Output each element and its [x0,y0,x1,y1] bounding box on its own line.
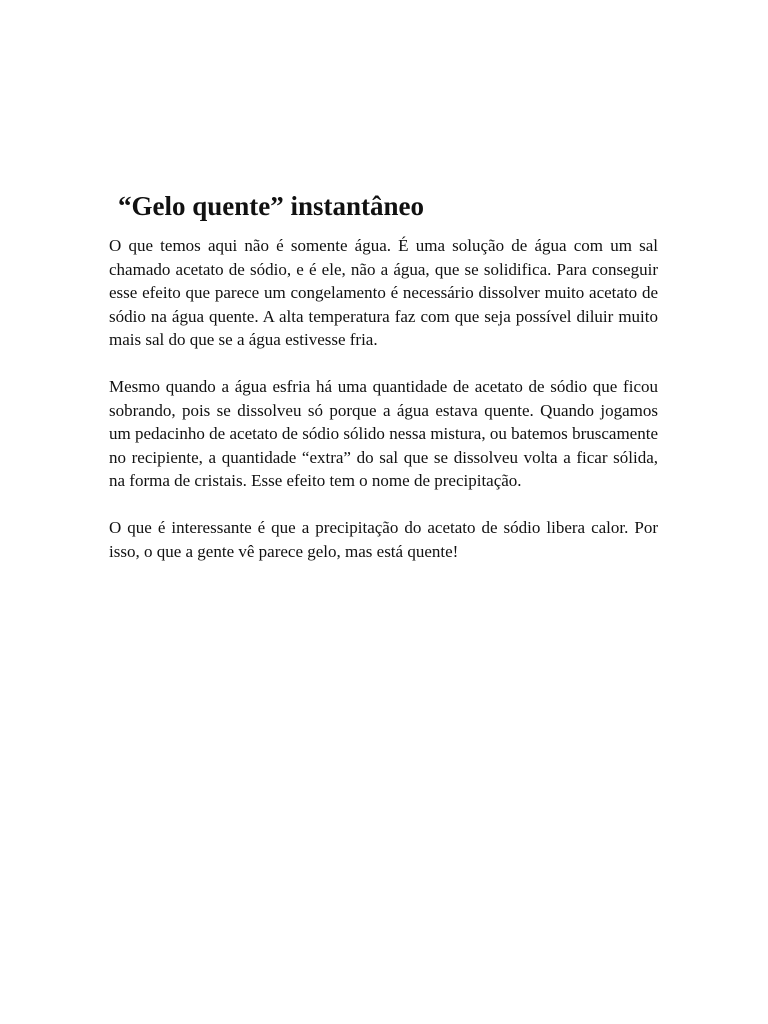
document-title: “Gelo quente” instantâneo [118,191,425,221]
paragraph-1: O que temos aqui não é somente água. É uma solução de água com um sal chamado acetato de sódio, e é ele, não a água, que se solidifica. Para conseguir esse efeito que parece um congelamento é necessário dissolver muito acetato de sódio na água quente. A alta temperatura faz com que seja possível diluir muito mais sal do que se a água estivesse fria. [109,236,658,350]
paragraph-3: O que é interessante é que a precipitação do acetato de sódio libera calor. Por isso, o que a gente vê parece gelo, mas está quente! [109,517,658,561]
paragraph-2: Mesmo quando a água esfria há uma quantidade de acetato de sódio que ficou sobrando, pois se dissolveu só porque a água estava quente. Quando jogamos um pedacinho de acetato de sódio sólido nessa mistura, ou batemos bruscamente no recipiente, a quantidade “extra” do sal que se dissolveu volta a ficar sólida, na forma de cristais. Esse efeito tem o nome de precipitação. [109,376,658,491]
document-body [109,188,658,586]
